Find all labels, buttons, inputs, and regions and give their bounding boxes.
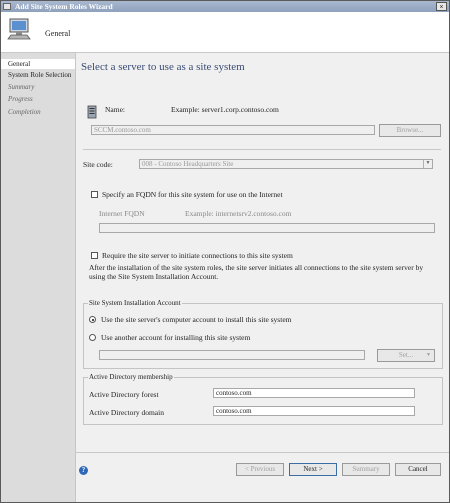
install-account-legend: Site System Installation Account: [89, 299, 181, 307]
require-initiate-checkbox[interactable]: [91, 252, 98, 259]
wizard-steps-sidebar: [1, 53, 76, 502]
fqdn-checkbox-label: Specify an FQDN for this site system for use on the Internet: [102, 190, 283, 199]
ad-membership-legend: Active Directory membership: [89, 373, 173, 381]
previous-button[interactable]: < Previous: [236, 463, 284, 476]
dropdown-arrow-icon: ▼: [426, 353, 431, 358]
use-computer-account-radio[interactable]: [89, 316, 96, 323]
next-button[interactable]: Next >: [289, 463, 337, 476]
set-account-button[interactable]: [377, 349, 435, 362]
footer-divider: [75, 452, 449, 453]
summary-button[interactable]: Summary: [342, 463, 390, 476]
sidebar-item-general[interactable]: General: [1, 59, 75, 69]
main-panel: [77, 53, 449, 502]
server-icon: [87, 105, 97, 119]
account-input[interactable]: [99, 350, 365, 360]
require-note: After the installation of the site system roles, the site server initiates all connections to the site system server by using the Site System Installation Account.: [89, 263, 424, 281]
ad-membership-group: [83, 373, 443, 425]
sidebar-item-system-role-selection[interactable]: System Role Selection: [8, 71, 72, 79]
chevron-down-icon: ▼: [423, 160, 432, 168]
header-title: General: [45, 29, 71, 38]
name-example: Example: server1.corp.contoso.com: [171, 105, 279, 114]
sidebar-item-completion[interactable]: Completion: [8, 108, 41, 116]
computer-icon: [7, 18, 31, 44]
window-title: Add Site System Roles Wizard: [15, 2, 113, 11]
site-code-value: 008 - Contoso Headquarters Site: [142, 160, 234, 168]
ad-domain-input[interactable]: contoso.com: [213, 406, 415, 416]
help-icon[interactable]: ?: [79, 466, 88, 475]
internet-fqdn-label: Internet FQDN: [99, 209, 145, 218]
app-icon: [3, 3, 11, 10]
site-code-label: Site code:: [83, 160, 113, 169]
wizard-header: [1, 12, 449, 53]
divider: [83, 149, 441, 150]
use-another-account-radio[interactable]: [89, 334, 96, 341]
set-account-label: Set...: [398, 351, 414, 359]
page-heading: Select a server to use as a site system: [81, 61, 245, 73]
browse-button[interactable]: Browse...: [379, 124, 441, 137]
use-computer-account-label: Use the site server's computer account to install this site system: [101, 315, 292, 324]
close-icon[interactable]: ×: [436, 2, 447, 11]
name-label: Name:: [105, 105, 125, 114]
ad-forest-input[interactable]: contoso.com: [213, 388, 415, 398]
title-bar: [1, 1, 449, 12]
cancel-button[interactable]: Cancel: [395, 463, 441, 476]
ad-domain-label: Active Directory domain: [89, 408, 164, 417]
internet-fqdn-example: Example: internetsrv2.contoso.com: [185, 209, 292, 218]
ad-forest-label: Active Directory forest: [89, 390, 159, 399]
server-name-input[interactable]: SCCM.contoso.com: [91, 125, 375, 135]
fqdn-checkbox[interactable]: [91, 191, 98, 198]
use-another-account-label: Use another account for installing this site system: [101, 333, 251, 342]
site-code-select[interactable]: [139, 159, 433, 169]
sidebar-item-progress[interactable]: Progress: [8, 95, 33, 103]
require-checkbox-label: Require the site server to initiate connections to this site system: [102, 251, 293, 260]
sidebar-item-summary[interactable]: Summary: [8, 83, 35, 91]
internet-fqdn-input[interactable]: [99, 223, 435, 233]
